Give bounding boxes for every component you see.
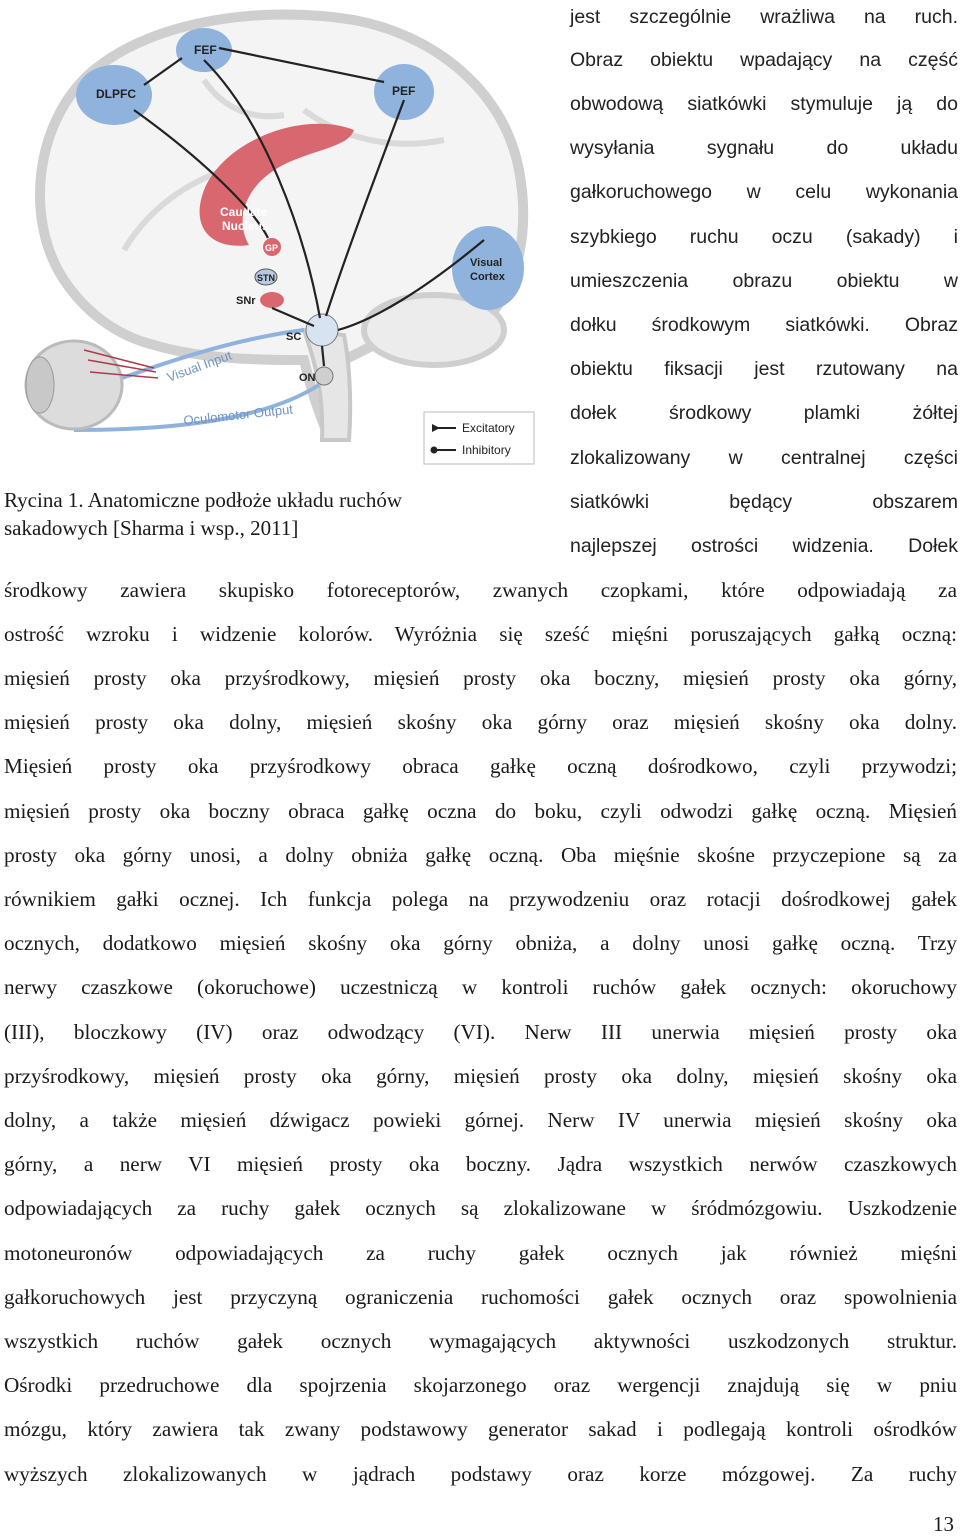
legend: [424, 412, 534, 464]
text-line: wysyłania sygnału do układu: [570, 137, 958, 159]
text-line: nerwy czaszkowe (okoruchowe) uczestniczą w kontroli ruchów gałek ocznych: okoruchowy: [4, 975, 957, 999]
text-line: dolny, a także mięsień dźwigacz powieki górnej. Nerw IV unerwia mięsień skośny oka: [4, 1108, 957, 1132]
text-line: równikiem gałki ocznej. Ich funkcja polega na przywodzeniu oraz rotacji dośrodkowej gałek: [4, 887, 957, 911]
brain-diagram: [4, 0, 544, 478]
text-line: ostrość wzroku i widzenie kolorów. Wyróżnia się sześć mięśni poruszających gałką oczną:: [4, 622, 957, 646]
sc-label: SC: [286, 331, 302, 343]
fef-label: FEF: [194, 43, 217, 57]
text-line: dołek środkowy plamki żółtej: [570, 402, 958, 424]
text-line: obiektu fiksacji jest rzutowany na: [570, 358, 958, 380]
text-line: motoneuronów odpowiadających za ruchy gałek ocznych jak również mięśni: [4, 1241, 957, 1265]
text-line: odpowiadających za ruchy gałek ocznych są zlokalizowane w śródmózgowiu. Uszkodzenie: [4, 1196, 957, 1220]
caption-line: Rycina 1. Anatomiczne podłoże układu ruchów: [4, 488, 403, 512]
text-line: szybkiego ruchu oczu (sakady) i: [570, 226, 958, 248]
text-line: mózgu, który zawiera tak zwany podstawowy generator sakad i podlegają kontroli ośrodków: [4, 1417, 957, 1441]
text-line: najlepszej ostrości widzenia. Dołek: [570, 535, 958, 557]
text-line: gałkoruchowych jest przyczyną ograniczenia ruchomości gałek ocznych oraz spowolnienia: [4, 1285, 957, 1309]
legend-excitatory: Excitatory: [462, 421, 515, 435]
stn-label: STN: [257, 273, 275, 283]
text-line: wszystkich ruchów gałek ocznych wymagających aktywności uszkodzonych struktur.: [4, 1329, 957, 1353]
text-line: gałkoruchowego w celu wykonania: [570, 181, 958, 203]
oculomotor-output-label: Oculomotor Output: [182, 401, 294, 428]
visual-input-label: Visual Input: [164, 347, 234, 385]
text-line: wyższych zlokalizowanych w jądrach podstawy oraz korze mózgowej. Za ruchy: [4, 1462, 957, 1486]
cortex-label: Cortex: [470, 271, 505, 283]
sc-nucleus: [306, 314, 338, 346]
on-label: ON: [299, 372, 316, 384]
pef-label: PEF: [392, 84, 416, 98]
page-number: 13: [933, 1512, 954, 1536]
text-line: zlokalizowany w centralnej części: [570, 447, 958, 469]
text-line: obwodową siatkówki stymuluje ją do: [570, 93, 958, 115]
brain-saccade-figure: [4, 0, 544, 478]
text-line: przyśrodkowy, mięsień prosty oka górny, mięsień prosty oka dolny, mięsień skośny oka: [4, 1064, 957, 1088]
text-line: górny, a nerw VI mięsień prosty oka boczny. Jądra wszystkich nerwów czaszkowych: [4, 1152, 957, 1176]
visual-label: Visual: [470, 257, 503, 269]
text-line: siatkówki będący obszarem: [570, 491, 958, 513]
text-line: dołku środkowym siatkówki. Obraz: [570, 314, 958, 336]
text-line: mięsień prosty oka boczny obraca gałkę oczna do boku, czyli odwodzi gałkę oczną. Mięsień: [4, 799, 957, 823]
caption-line: sakadowych [Sharma i wsp., 2011]: [4, 516, 299, 540]
text-line: jest szczególnie wrażliwa na ruch.: [570, 6, 958, 28]
on-nucleus: [315, 367, 333, 385]
snr-nucleus: [260, 292, 284, 308]
legend-inhibitory: Inhibitory: [462, 443, 511, 457]
caudate-label: Caudate: [220, 205, 268, 219]
text-line: środkowy zawiera skupisko fotoreceptorów, zwanych czopkami, które odpowiadają za: [4, 578, 957, 602]
text-line: mięsień prosty oka dolny, mięsień skośny oka górny oraz mięsień skośny oka dolny.: [4, 710, 957, 734]
text-line: Mięsień prosty oka przyśrodkowy obraca gałkę oczną dośrodkowo, czyli przywodzi;: [4, 754, 957, 778]
dlpfc-label: DLPFC: [96, 87, 136, 101]
text-line: ocznych, dodatkowo mięsień skośny oka górny obniża, a dolny unosi gałkę oczną. Trzy: [4, 931, 957, 955]
text-line: Obraz obiektu wpadający na część: [570, 49, 958, 71]
figure-caption: [4, 486, 534, 542]
text-line: prosty oka górny unosi, a dolny obniża gałkę oczną. Oba mięśnie skośne przyczepione są za: [4, 843, 957, 867]
text-line: (III), bloczkowy (IV) oraz odwodzący (VI). Nerw III unerwia mięsień prosty oka: [4, 1020, 957, 1044]
nucleus-label: Nucleus: [222, 219, 269, 233]
gp-label: GP: [265, 243, 279, 253]
text-line: Ośrodki przedruchowe dla spojrzenia skojarzonego oraz wergencji znajdują się w pniu: [4, 1373, 957, 1397]
text-line: mięsień prosty oka przyśrodkowy, mięsień prosty oka boczny, mięsień prosty oka górny,: [4, 666, 957, 690]
snr-label: SNr: [236, 295, 256, 307]
text-line: umieszczenia obrazu obiektu w: [570, 270, 958, 292]
